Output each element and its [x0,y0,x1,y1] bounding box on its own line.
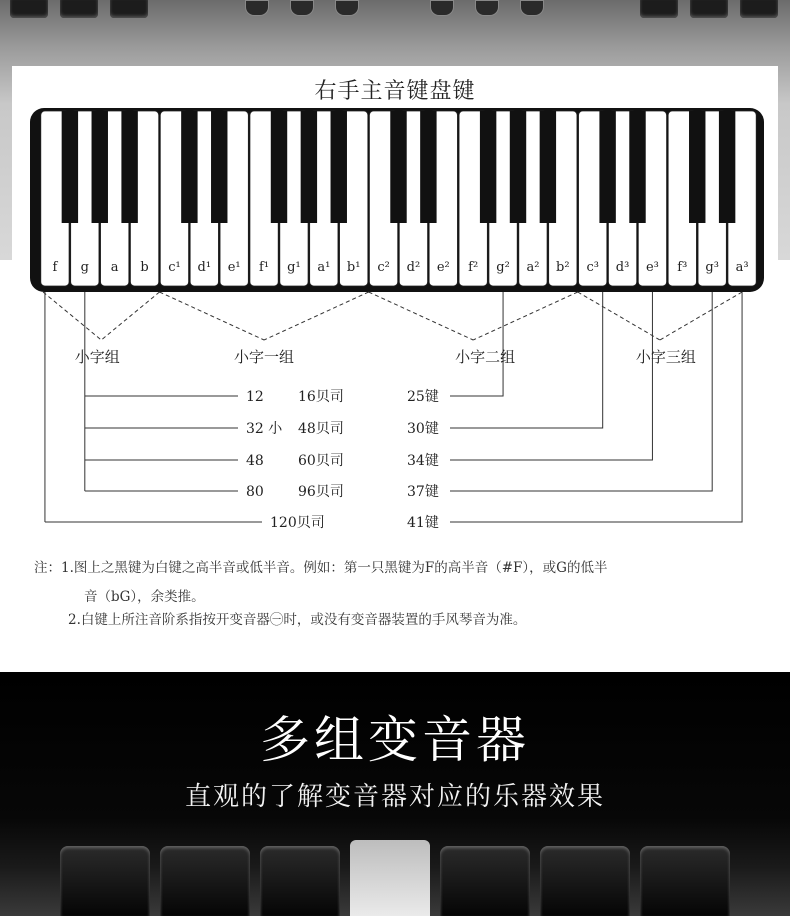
accordion-key-photo [160,846,250,916]
key-label: a [110,260,119,275]
black-key [599,111,615,223]
row-key-count: 25键 [407,389,439,405]
black-key [719,111,735,223]
key-label: g³ [705,260,719,275]
banner-title: 多组变音器 [260,711,530,769]
key-label: e¹ [227,260,241,275]
black-key [540,111,556,223]
key-label: a² [526,260,540,275]
key-label: b [140,260,149,275]
key-label: g [80,260,89,275]
row-value: 48 [246,453,264,469]
black-key [92,111,108,223]
right-row-line [450,292,503,396]
group-bracket [369,292,474,340]
key-label: c² [377,260,390,275]
key-label: d² [406,260,421,275]
row-bass-count: 60贝司 [298,453,344,469]
note-line: 注：1.图上之黑键为白键之高半音或低半音。例如：第一只黑键为F的高半音（#F），或G的低半 [34,560,608,576]
right-row-line [450,292,652,460]
black-key [689,111,705,223]
black-key [121,111,137,223]
key-label: f [52,260,58,275]
group-bracket [660,292,742,340]
key-label: a³ [735,260,749,275]
group-label: 小字组 [74,348,120,366]
diagram-title: 右手主音键盘键 [314,79,476,104]
key-label: d³ [615,260,630,275]
black-key [331,111,347,223]
key-label: a¹ [317,260,331,275]
key-label: b² [556,260,570,275]
group-label: 小字三组 [635,348,696,366]
note-line: 2.白键上所注音阶系指按开变音器㊀时，或没有变音器装置的手风琴音为准。 [68,612,527,628]
key-label: f³ [677,260,688,275]
key-label: f¹ [259,260,270,275]
accordion-key-photo [60,846,150,916]
black-key [181,111,197,223]
key-label: c³ [586,260,599,275]
row-value: 12 [246,389,264,405]
group-bracket [101,292,159,340]
group-bracket [578,292,660,340]
row-labels [246,388,439,531]
accordion-key-photo [540,846,630,916]
row-value: 80 [246,484,264,500]
key-label: g² [496,260,510,275]
black-key [629,111,645,223]
connector-lines [43,292,742,522]
row-bass-count: 120贝司 [270,515,325,531]
row-bass-count: 96贝司 [298,484,344,500]
group-label: 小字二组 [455,348,516,366]
key-label: c¹ [168,260,181,275]
black-key [390,111,406,223]
row-key-count: 37键 [407,484,439,500]
right-row-line [450,292,712,491]
black-key [420,111,436,223]
group-bracket [160,292,265,340]
accordion-key-photo [640,846,730,916]
key-label: b¹ [346,260,361,275]
right-row-line [450,292,742,522]
notes [34,559,607,628]
black-key [510,111,526,223]
group-bracket [473,292,578,340]
accordion-key-photo [260,846,340,916]
row-key-count: 34键 [407,453,439,469]
key-label: d¹ [197,260,212,275]
black-key [271,111,287,223]
key-label: f² [468,260,479,275]
note-line: 音（bG），余类推。 [84,589,205,605]
row-bass-count: 48贝司 [298,421,344,437]
accordion-key-photo [350,840,430,916]
group-bracket [264,292,369,340]
black-key [211,111,227,223]
row-value: 32 小 [246,421,283,437]
group-bracket [43,292,101,340]
row-key-count: 30键 [407,421,439,437]
black-key [62,111,78,223]
key-label: g¹ [287,260,301,275]
row-key-count: 41键 [407,515,439,531]
row-bass-count: 16贝司 [298,389,344,405]
key-label: e² [436,260,450,275]
key-label: e³ [645,260,659,275]
black-key [301,111,317,223]
accordion-key-photo [440,846,530,916]
group-label: 小字一组 [234,348,295,366]
banner-subtitle: 直观的了解变音器对应的乐器效果 [184,782,605,812]
black-key [480,111,496,223]
